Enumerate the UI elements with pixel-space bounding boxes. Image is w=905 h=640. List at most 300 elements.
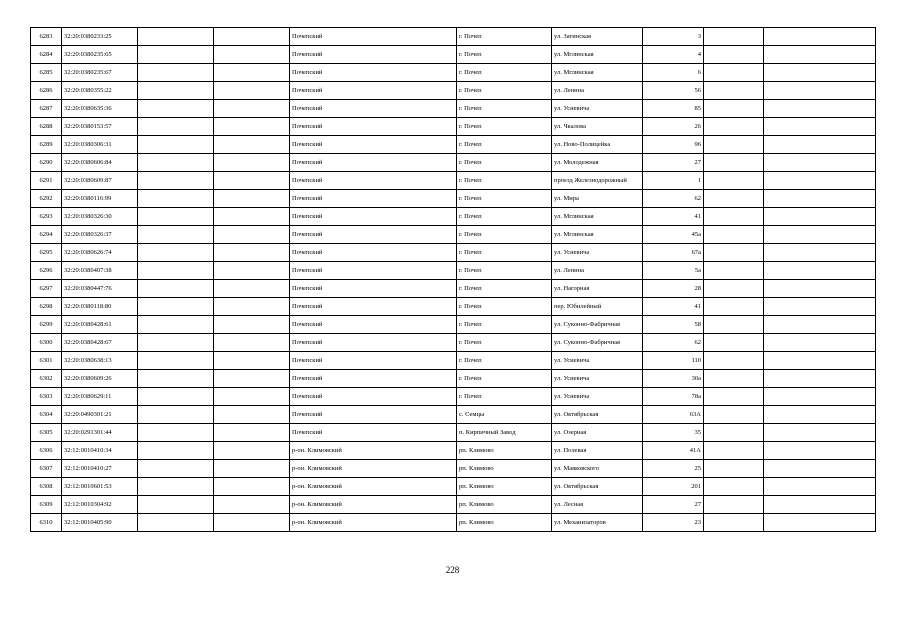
- cell-empty: [704, 370, 764, 388]
- cell-cadastral-number: 32:20:0380233:25: [62, 28, 138, 46]
- cell-number: 6309: [31, 496, 62, 514]
- cell-locality: г. Почеп: [457, 316, 552, 334]
- cell-locality: г. Почеп: [457, 388, 552, 406]
- cell-street: пер. Юбилейный: [552, 298, 643, 316]
- cell-cadastral-number: 32:12:0010410:34: [62, 442, 138, 460]
- cell-empty: [704, 226, 764, 244]
- cell-empty: [704, 208, 764, 226]
- cell-empty: [214, 154, 290, 172]
- cell-empty: [138, 262, 214, 280]
- cell-district: р-он. Климовский: [290, 478, 457, 496]
- cell-number: 6303: [31, 388, 62, 406]
- cell-street: ул. Чкалова: [552, 118, 643, 136]
- cell-empty: [764, 28, 876, 46]
- cell-street: ул. Усиевича: [552, 100, 643, 118]
- cell-locality: рп. Климово: [457, 442, 552, 460]
- cell-empty: [764, 334, 876, 352]
- cell-empty: [704, 154, 764, 172]
- cell-empty: [764, 118, 876, 136]
- cell-empty: [138, 82, 214, 100]
- cell-empty: [704, 514, 764, 532]
- cell-empty: [704, 244, 764, 262]
- cell-locality: г. Почеп: [457, 226, 552, 244]
- cell-street: ул. Молодежная: [552, 154, 643, 172]
- cell-number: 6299: [31, 316, 62, 334]
- cell-empty: [764, 388, 876, 406]
- cell-empty: [214, 298, 290, 316]
- cell-empty: [214, 388, 290, 406]
- cell-number: 6296: [31, 262, 62, 280]
- cell-house: 41А: [643, 442, 704, 460]
- cell-empty: [138, 424, 214, 442]
- table-row: [31, 352, 876, 370]
- cell-locality: с. Семцы: [457, 406, 552, 424]
- cell-cadastral-number: 32:20:0380235:65: [62, 46, 138, 64]
- cell-empty: [214, 190, 290, 208]
- cell-locality: г. Почеп: [457, 154, 552, 172]
- cell-number: 6294: [31, 226, 62, 244]
- table-row: [31, 316, 876, 334]
- cell-cadastral-number: 32:20:0380116:99: [62, 190, 138, 208]
- table-row: [31, 298, 876, 316]
- cell-number: 6285: [31, 64, 62, 82]
- table-row: [31, 100, 876, 118]
- cell-district: Почепский: [290, 352, 457, 370]
- cell-number: 6291: [31, 172, 62, 190]
- cell-empty: [138, 478, 214, 496]
- cell-cadastral-number: 32:20:0380609:87: [62, 172, 138, 190]
- cell-cadastral-number: 32:20:0490301:21: [62, 406, 138, 424]
- cell-empty: [214, 136, 290, 154]
- cell-number: 6287: [31, 100, 62, 118]
- table-row: [31, 370, 876, 388]
- cell-cadastral-number: 32:20:0380626:74: [62, 244, 138, 262]
- cell-locality: г. Почеп: [457, 244, 552, 262]
- cell-cadastral-number: 32:20:0380355:22: [62, 82, 138, 100]
- cell-locality: рп. Климово: [457, 496, 552, 514]
- cell-district: Почепский: [290, 154, 457, 172]
- cell-house: 45а: [643, 226, 704, 244]
- cell-street: ул. Усиевича: [552, 352, 643, 370]
- cell-house: 62: [643, 334, 704, 352]
- cell-house: 26: [643, 118, 704, 136]
- cell-house: 27: [643, 154, 704, 172]
- cell-empty: [764, 316, 876, 334]
- cell-street: ул. Озерная: [552, 424, 643, 442]
- cell-district: Почепский: [290, 424, 457, 442]
- cell-number: 6307: [31, 460, 62, 478]
- cell-number: 6306: [31, 442, 62, 460]
- cell-house: 1: [643, 172, 704, 190]
- cell-district: р-он. Климовский: [290, 442, 457, 460]
- cell-number: 6284: [31, 46, 62, 64]
- cell-empty: [138, 298, 214, 316]
- cell-district: Почепский: [290, 280, 457, 298]
- cell-cadastral-number: 32:20:0380428:67: [62, 334, 138, 352]
- cell-empty: [764, 424, 876, 442]
- cell-district: Почепский: [290, 136, 457, 154]
- cell-locality: г. Почеп: [457, 190, 552, 208]
- table-row: [31, 244, 876, 262]
- cell-street: ул. Усиевича: [552, 370, 643, 388]
- cell-number: 6295: [31, 244, 62, 262]
- cell-empty: [214, 352, 290, 370]
- cell-locality: г. Почеп: [457, 46, 552, 64]
- cell-empty: [704, 82, 764, 100]
- cell-locality: рп. Климово: [457, 478, 552, 496]
- cell-empty: [704, 100, 764, 118]
- cell-empty: [764, 82, 876, 100]
- cell-house: 201: [643, 478, 704, 496]
- cell-house: 23: [643, 514, 704, 532]
- cell-locality: п. Кирпичный Завод: [457, 424, 552, 442]
- cell-number: 6283: [31, 28, 62, 46]
- cell-empty: [764, 172, 876, 190]
- cell-empty: [138, 154, 214, 172]
- cell-locality: г. Почеп: [457, 280, 552, 298]
- cell-empty: [138, 64, 214, 82]
- cell-district: Почепский: [290, 28, 457, 46]
- cell-street: ул. Ленина: [552, 262, 643, 280]
- cell-locality: г. Почеп: [457, 28, 552, 46]
- cell-empty: [704, 190, 764, 208]
- cell-empty: [704, 496, 764, 514]
- table-row: [31, 136, 876, 154]
- cell-cadastral-number: 32:20:0291301:44: [62, 424, 138, 442]
- cell-empty: [764, 100, 876, 118]
- cell-empty: [764, 442, 876, 460]
- cell-cadastral-number: 32:12:0010410:27: [62, 460, 138, 478]
- cell-street: ул. Суконно-Фабричная: [552, 334, 643, 352]
- table-row: [31, 334, 876, 352]
- table-row: [31, 460, 876, 478]
- cell-house: 28: [643, 280, 704, 298]
- cell-empty: [138, 244, 214, 262]
- table-row: [31, 478, 876, 496]
- table-row: [31, 262, 876, 280]
- cell-number: 6293: [31, 208, 62, 226]
- cell-cadastral-number: 32:20:0380447:76: [62, 280, 138, 298]
- cell-number: 6288: [31, 118, 62, 136]
- cell-street: ул. Полевая: [552, 442, 643, 460]
- cell-empty: [214, 100, 290, 118]
- cell-empty: [138, 172, 214, 190]
- cell-district: Почепский: [290, 82, 457, 100]
- cell-locality: г. Почеп: [457, 136, 552, 154]
- cell-empty: [214, 28, 290, 46]
- cell-cadastral-number: 32:12:0010405:90: [62, 514, 138, 532]
- cell-empty: [214, 82, 290, 100]
- table-row: [31, 118, 876, 136]
- cell-cadastral-number: 32:20:0380235:67: [62, 64, 138, 82]
- cell-district: Почепский: [290, 388, 457, 406]
- table-row: [31, 496, 876, 514]
- cell-district: Почепский: [290, 334, 457, 352]
- cell-cadastral-number: 32:20:0380306:31: [62, 136, 138, 154]
- cell-empty: [214, 244, 290, 262]
- cell-empty: [214, 334, 290, 352]
- cell-cadastral-number: 32:20:0380638:13: [62, 352, 138, 370]
- cell-street: ул. Нагорная: [552, 280, 643, 298]
- cell-cadastral-number: 32:20:0380629:11: [62, 388, 138, 406]
- cell-empty: [214, 496, 290, 514]
- cell-empty: [704, 46, 764, 64]
- cell-empty: [138, 226, 214, 244]
- cell-locality: г. Почеп: [457, 82, 552, 100]
- cell-number: 6290: [31, 154, 62, 172]
- cell-empty: [764, 208, 876, 226]
- cell-empty: [704, 262, 764, 280]
- table-row: [31, 28, 876, 46]
- cell-empty: [138, 46, 214, 64]
- cell-street: ул. Маяковского: [552, 460, 643, 478]
- cell-empty: [214, 262, 290, 280]
- cell-number: 6302: [31, 370, 62, 388]
- cell-district: Почепский: [290, 208, 457, 226]
- cell-empty: [138, 100, 214, 118]
- cell-empty: [704, 280, 764, 298]
- cell-street: ул. Усиевича: [552, 244, 643, 262]
- cell-cadastral-number: 32:20:0380118:80: [62, 298, 138, 316]
- cell-district: Почепский: [290, 370, 457, 388]
- cell-empty: [138, 496, 214, 514]
- cell-empty: [138, 352, 214, 370]
- cell-house: 30а: [643, 370, 704, 388]
- cell-empty: [138, 208, 214, 226]
- cell-empty: [138, 28, 214, 46]
- cell-district: Почепский: [290, 190, 457, 208]
- cell-empty: [764, 352, 876, 370]
- cell-locality: г. Почеп: [457, 370, 552, 388]
- cell-number: 6301: [31, 352, 62, 370]
- table-row: [31, 172, 876, 190]
- cell-cadastral-number: 32:20:0380635:36: [62, 100, 138, 118]
- table-row: [31, 154, 876, 172]
- cell-empty: [138, 190, 214, 208]
- cell-empty: [214, 280, 290, 298]
- table-row: [31, 82, 876, 100]
- cell-cadastral-number: 32:20:0380326:30: [62, 208, 138, 226]
- cell-district: Почепский: [290, 172, 457, 190]
- cell-empty: [764, 154, 876, 172]
- cell-house: 27: [643, 496, 704, 514]
- cell-district: Почепский: [290, 262, 457, 280]
- cell-empty: [704, 460, 764, 478]
- cell-house: 6: [643, 64, 704, 82]
- cell-street: ул. Механизаторов: [552, 514, 643, 532]
- table-body: [31, 28, 876, 532]
- cell-number: 6305: [31, 424, 62, 442]
- table-row: [31, 514, 876, 532]
- cell-empty: [214, 514, 290, 532]
- cell-street: ул. Мглинская: [552, 226, 643, 244]
- cell-house: 58: [643, 316, 704, 334]
- cell-number: 6310: [31, 514, 62, 532]
- cell-empty: [704, 334, 764, 352]
- cell-house: 110: [643, 352, 704, 370]
- cell-empty: [704, 64, 764, 82]
- cell-empty: [214, 172, 290, 190]
- cell-street: ул. Мира: [552, 190, 643, 208]
- cell-empty: [214, 208, 290, 226]
- cell-empty: [704, 28, 764, 46]
- cell-empty: [214, 406, 290, 424]
- cell-street: ул. Затинская: [552, 28, 643, 46]
- cell-street: ул. Октябрьская: [552, 406, 643, 424]
- cell-number: 6308: [31, 478, 62, 496]
- cell-house: 63А: [643, 406, 704, 424]
- cell-house: 35: [643, 424, 704, 442]
- registry-table: [30, 27, 876, 532]
- cell-empty: [764, 226, 876, 244]
- cell-empty: [704, 442, 764, 460]
- cell-locality: г. Почеп: [457, 334, 552, 352]
- cell-locality: рп. Климово: [457, 514, 552, 532]
- cell-district: Почепский: [290, 100, 457, 118]
- cell-empty: [764, 370, 876, 388]
- cell-cadastral-number: 32:20:0380153:57: [62, 118, 138, 136]
- cell-empty: [214, 316, 290, 334]
- table-row: [31, 46, 876, 64]
- cell-empty: [138, 118, 214, 136]
- cell-cadastral-number: 32:20:0380407:38: [62, 262, 138, 280]
- table-row: [31, 64, 876, 82]
- cell-empty: [764, 496, 876, 514]
- cell-district: Почепский: [290, 46, 457, 64]
- cell-district: Почепский: [290, 298, 457, 316]
- cell-cadastral-number: 32:20:0380428:61: [62, 316, 138, 334]
- page-number: 228: [445, 565, 460, 575]
- cell-empty: [138, 388, 214, 406]
- cell-locality: г. Почеп: [457, 298, 552, 316]
- table-row: [31, 190, 876, 208]
- cell-cadastral-number: 32:20:0380606:84: [62, 154, 138, 172]
- cell-empty: [764, 190, 876, 208]
- cell-district: Почепский: [290, 406, 457, 424]
- cell-locality: г. Почеп: [457, 352, 552, 370]
- cell-house: 85: [643, 100, 704, 118]
- cell-empty: [214, 442, 290, 460]
- table-row: [31, 280, 876, 298]
- cell-empty: [214, 46, 290, 64]
- cell-empty: [764, 64, 876, 82]
- cell-number: 6289: [31, 136, 62, 154]
- cell-house: 4: [643, 46, 704, 64]
- cell-street: ул. Усиевича: [552, 388, 643, 406]
- table-row: [31, 406, 876, 424]
- cell-number: 6286: [31, 82, 62, 100]
- cell-empty: [704, 352, 764, 370]
- cell-empty: [764, 478, 876, 496]
- cell-empty: [214, 64, 290, 82]
- cell-empty: [764, 280, 876, 298]
- cell-empty: [138, 136, 214, 154]
- cell-street: ул. Мглинская: [552, 208, 643, 226]
- cell-empty: [764, 46, 876, 64]
- cell-number: 6304: [31, 406, 62, 424]
- cell-empty: [764, 460, 876, 478]
- cell-house: 25: [643, 460, 704, 478]
- cell-number: 6298: [31, 298, 62, 316]
- cell-empty: [764, 298, 876, 316]
- table-row: [31, 424, 876, 442]
- cell-street: ул. Лесная: [552, 496, 643, 514]
- cell-house: 3: [643, 28, 704, 46]
- cell-number: 6292: [31, 190, 62, 208]
- cell-street: ул. Ленина: [552, 82, 643, 100]
- cell-street: ул. Мглинская: [552, 46, 643, 64]
- cell-empty: [138, 370, 214, 388]
- cell-empty: [138, 442, 214, 460]
- cell-locality: г. Почеп: [457, 64, 552, 82]
- cell-empty: [764, 406, 876, 424]
- cell-empty: [138, 280, 214, 298]
- cell-house: 5а: [643, 262, 704, 280]
- cell-cadastral-number: 32:12:0010601:53: [62, 478, 138, 496]
- cell-empty: [138, 460, 214, 478]
- cell-district: Почепский: [290, 118, 457, 136]
- cell-district: р-он. Климовский: [290, 496, 457, 514]
- cell-district: Почепский: [290, 64, 457, 82]
- cell-cadastral-number: 32:20:0380609:26: [62, 370, 138, 388]
- cell-empty: [214, 226, 290, 244]
- cell-locality: г. Почеп: [457, 172, 552, 190]
- cell-house: 78а: [643, 388, 704, 406]
- cell-empty: [764, 514, 876, 532]
- cell-street: ул. Октябрьская: [552, 478, 643, 496]
- cell-empty: [704, 118, 764, 136]
- cell-empty: [704, 478, 764, 496]
- cell-locality: г. Почеп: [457, 208, 552, 226]
- cell-empty: [704, 316, 764, 334]
- table-row: [31, 226, 876, 244]
- cell-district: Почепский: [290, 226, 457, 244]
- cell-street: ул. Ново-Полицейка: [552, 136, 643, 154]
- cell-empty: [138, 406, 214, 424]
- cell-empty: [214, 478, 290, 496]
- cell-district: р-он. Климовский: [290, 460, 457, 478]
- cell-empty: [764, 136, 876, 154]
- table-row: [31, 442, 876, 460]
- cell-locality: г. Почеп: [457, 262, 552, 280]
- cell-cadastral-number: 32:20:0380326:37: [62, 226, 138, 244]
- table-row: [31, 388, 876, 406]
- cell-empty: [704, 136, 764, 154]
- cell-locality: рп. Климово: [457, 460, 552, 478]
- cell-cadastral-number: 32:12:0010304:92: [62, 496, 138, 514]
- table-row: [31, 208, 876, 226]
- cell-empty: [764, 262, 876, 280]
- cell-street: ул. Мглинская: [552, 64, 643, 82]
- cell-empty: [704, 298, 764, 316]
- cell-empty: [138, 334, 214, 352]
- cell-empty: [138, 316, 214, 334]
- cell-house: 96: [643, 136, 704, 154]
- cell-house: 41: [643, 208, 704, 226]
- cell-empty: [764, 244, 876, 262]
- cell-empty: [214, 460, 290, 478]
- cell-house: 62: [643, 190, 704, 208]
- cell-empty: [214, 424, 290, 442]
- cell-district: р-он. Климовский: [290, 514, 457, 532]
- cell-house: 41: [643, 298, 704, 316]
- cell-street: ул. Суконно-Фабричная: [552, 316, 643, 334]
- cell-empty: [704, 172, 764, 190]
- cell-locality: г. Почеп: [457, 100, 552, 118]
- cell-empty: [138, 514, 214, 532]
- cell-empty: [704, 424, 764, 442]
- cell-number: 6300: [31, 334, 62, 352]
